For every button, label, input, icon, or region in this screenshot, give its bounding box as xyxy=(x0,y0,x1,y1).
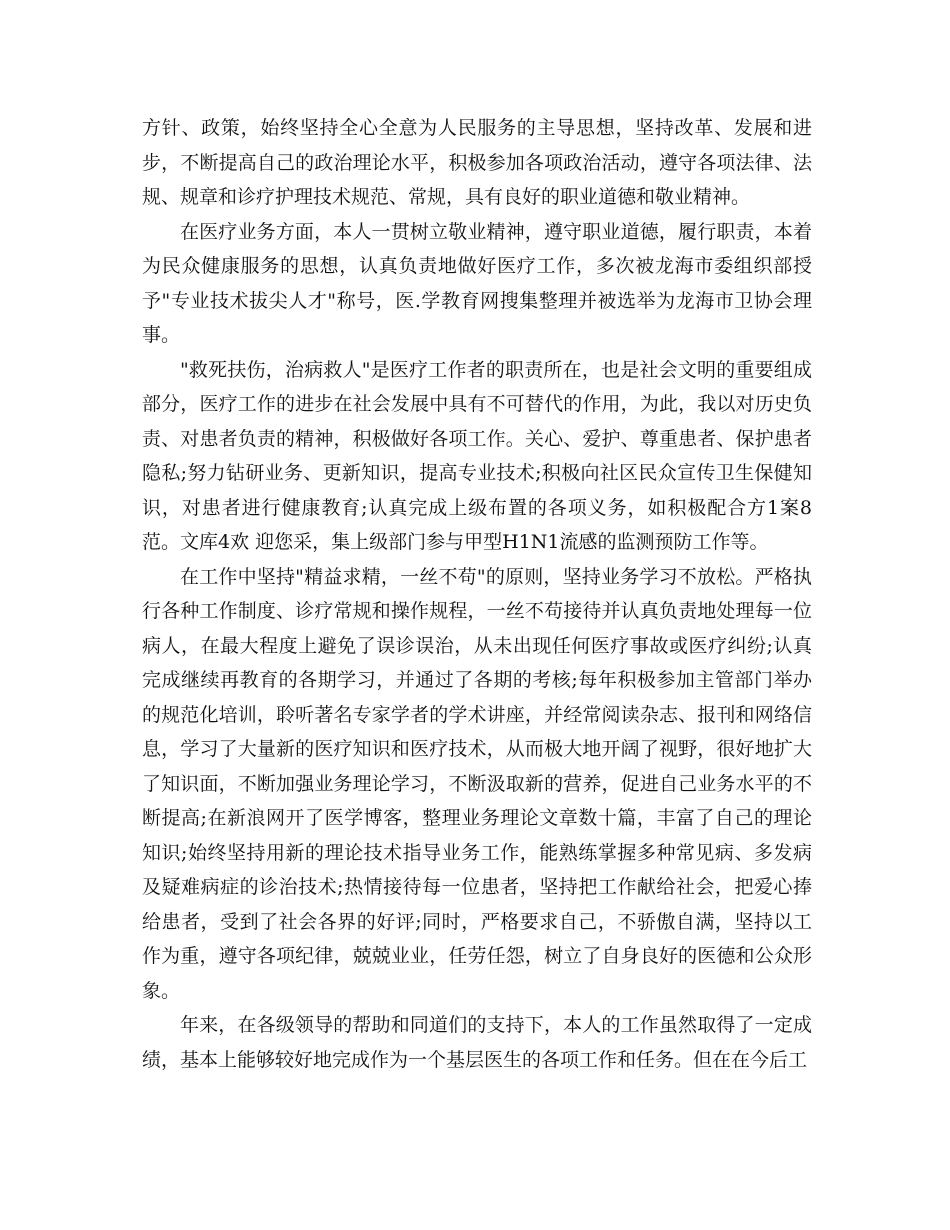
paragraph-4: 在工作中坚持"精益求精，一丝不苟"的原则，坚持业务学习不放松。严格执行各种工作制度、诊疗常规和操作规程，一丝不苟接待并认真负责地处理每一位病人，在最大程度上避免了误诊误治，从未出现任何医疗事故或医疗纠纷;认真完成继续再教育的各期学习，并通过了各期的考核;每年积极参加主管部门举办的规范化培训，聆听著名专家学者的学术讲座，并经常阅读杂志、报刊和网络信息，学习了大量新的医疗知识和医疗技术，从而极大地开阔了视野，很好地扩大了知识面，不断加强业务理论学习，不断汲取新的营养，促进自己业务水平的不断提高;在新浪网开了医学博客，整理业务理论文章数十篇，丰富了自己的理论知识;始终坚持用新的理论技术指导业务工作，能熟练掌握多种常见病、多发病及疑难病症的诊治技术;热情接待每一位患者，坚持把工作献给社会，把爱心捧给患者，受到了社会各界的好评;同时，严格要求自己，不骄傲自满，坚持以工作为重，遵守各项纪律，兢兢业业，任劳任怨，树立了自身良好的医德和公众形象。 xyxy=(142,565,812,1002)
paragraph-5: 年来，在各级领导的帮助和同道们的支持下，本人的工作虽然取得了一定成绩，基本上能够较好地完成作为一个基层医生的各项工作和任务。但在在今后工 xyxy=(142,1014,812,1071)
paragraph-2: 在医疗业务方面，本人一贯树立敬业精神，遵守职业道德，履行职责，本着为民众健康服务的思想，认真负责地做好医疗工作，多次被龙海市委组织部授予"专业技术拔尖人才"称号，医.学教育网搜集整理并被选举为龙海市卫协会理事。 xyxy=(142,220,812,346)
paragraph-1: 方针、政策，始终坚持全心全意为人民服务的主导思想，坚持改革、发展和进步，不断提高自己的政治理论水平，积极参加各项政治活动，遵守各项法律、法规、规章和诊疗护理技术规范、常规，具有良好的职业道德和敬业精神。 xyxy=(142,117,812,208)
document-body xyxy=(142,111,812,1077)
paragraph-3: "救死扶伤，治病救人"是医疗工作者的职责所在，也是社会文明的重要组成部分，医疗工作的进步在社会发展中具有不可替代的作用，为此，我以对历史负责、对患者负责的精神，积极做好各项工作。关心、爱护、尊重患者、保护患者隐私;努力钻研业务、更新知识，提高专业技术;积极向社区民众宣传卫生保健知识，对患者进行健康教育;认真完成上级布置的各项义务，如积极配合方1案8范。文库4欢 迎您采，集上级部门参与甲型H1N1流感的监测预防工作等。 xyxy=(142,358,812,553)
